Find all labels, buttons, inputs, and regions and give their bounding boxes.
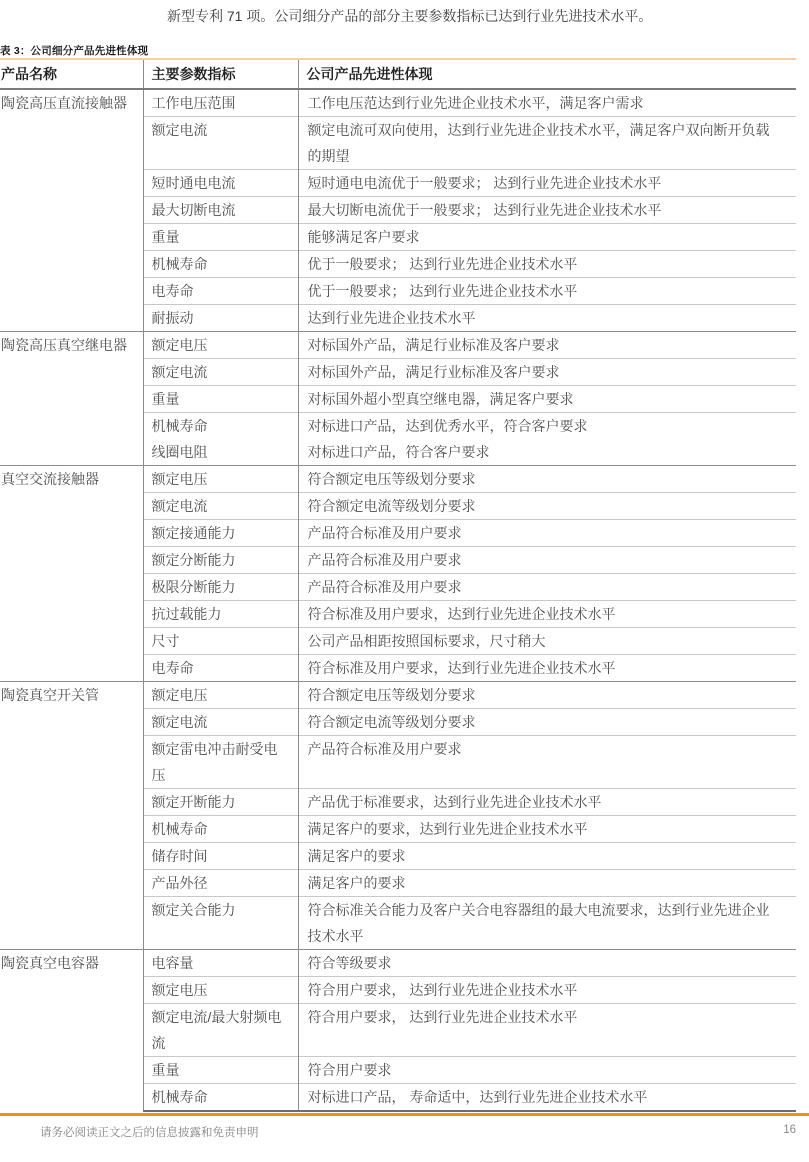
advancement-cell: 满足客户的要求 — [298, 870, 796, 897]
advancement-cell: 能够满足客户要求 — [298, 224, 796, 251]
table-row — [0, 332, 796, 359]
parameter-cell: 线圈电阻 — [143, 439, 298, 466]
table-row — [0, 89, 796, 117]
parameter-cell: 额定分断能力 — [143, 547, 298, 574]
parameter-cell: 电寿命 — [143, 655, 298, 682]
parameter-cell: 额定电压 — [143, 682, 298, 709]
parameter-cell: 机械寿命 — [143, 1084, 298, 1112]
advancement-cell: 符合等级要求 — [298, 950, 796, 977]
product-advancement-table — [0, 58, 796, 1112]
advancement-cell: 产品符合标准及用户要求 — [298, 520, 796, 547]
advancement-cell: 工作电压范达到行业先进企业技术水平，满足客户需求 — [298, 89, 796, 117]
table-row — [0, 466, 796, 493]
parameter-cell: 额定开断能力 — [143, 789, 298, 816]
footer-disclaimer: 请务必阅读正文之后的信息披露和免责申明 — [40, 1127, 259, 1139]
parameter-cell: 额定电流/最大射频电流 — [143, 1004, 298, 1057]
parameter-cell: 额定电流 — [143, 117, 298, 170]
parameter-cell: 机械寿命 — [143, 413, 298, 440]
parameter-cell: 机械寿命 — [143, 251, 298, 278]
advancement-cell: 产品符合标准及用户要求 — [298, 736, 796, 789]
parameter-cell: 重量 — [143, 386, 298, 413]
product-name-cell: 陶瓷真空电容器 — [0, 950, 143, 1112]
parameter-cell: 产品外径 — [143, 870, 298, 897]
parameter-cell: 电容量 — [143, 950, 298, 977]
advancement-cell: 对标国外产品，满足行业标准及客户要求 — [298, 359, 796, 386]
table-header — [0, 59, 796, 89]
advancement-cell: 对标进口产品， 寿命适中，达到行业先进企业技术水平 — [298, 1084, 796, 1112]
parameter-cell: 抗过载能力 — [143, 601, 298, 628]
product-name-cell: 陶瓷高压真空继电器 — [0, 332, 143, 466]
parameter-cell: 短时通电电流 — [143, 170, 298, 197]
parameter-cell: 额定电压 — [143, 332, 298, 359]
advancement-cell: 符合标准及用户要求，达到行业先进企业技术水平 — [298, 655, 796, 682]
parameter-cell: 额定电流 — [143, 359, 298, 386]
parameter-cell: 耐振动 — [143, 305, 298, 332]
column-header-product-name: 产品名称 — [0, 59, 143, 89]
advancement-cell: 达到行业先进企业技术水平 — [298, 305, 796, 332]
advancement-cell: 产品符合标准及用户要求 — [298, 574, 796, 601]
advancement-cell: 满足客户的要求 — [298, 843, 796, 870]
product-name-cell: 真空交流接触器 — [0, 466, 143, 682]
parameter-cell: 额定电压 — [143, 466, 298, 493]
advancement-cell: 对标进口产品，符合客户要求 — [307, 444, 490, 460]
parameter-cell: 额定接通能力 — [143, 520, 298, 547]
advancement-cell: 产品符合标准及用户要求 — [298, 547, 796, 574]
table-body — [0, 89, 796, 1111]
parameter-cell: 重量 — [143, 224, 298, 251]
advancement-cell: 符合额定电流等级划分要求 — [298, 709, 796, 736]
advancement-cell: 符合标准及用户要求，达到行业先进企业技术水平 — [298, 601, 796, 628]
advancement-cell: 额定电流可双向使用，达到行业先进企业技术水平，满足客户双向断开负载的期望 — [298, 117, 796, 170]
product-name-cell: 陶瓷高压直流接触器 — [0, 89, 143, 332]
column-header-advancement: 公司产品先进性体现 — [298, 59, 796, 89]
advancement-cell: 符合用户要求， 达到行业先进企业技术水平 — [298, 1004, 796, 1057]
parameter-cell: 极限分断能力 — [143, 574, 298, 601]
column-header-main-parameter: 主要参数指标 — [143, 59, 298, 89]
advancement-cell: 符合标准关合能力及客户关合电容器组的最大电流要求，达到行业先进企业技术水平 — [298, 897, 796, 950]
parameter-cell: 工作电压范围 — [143, 89, 298, 117]
advancement-cell: 符合额定电压等级划分要求 — [298, 466, 796, 493]
parameter-cell: 重量 — [143, 1057, 298, 1084]
product-name-cell: 陶瓷真空开关管 — [0, 682, 143, 950]
advancement-cell: 符合用户要求， 达到行业先进企业技术水平 — [298, 977, 796, 1004]
parameter-cell: 额定雷电冲击耐受电压 — [143, 736, 298, 789]
advancement-cell: 最大切断电流优于一般要求； 达到行业先进企业技术水平 — [298, 197, 796, 224]
advancement-cell: 公司产品相距按照国标要求，尺寸稍大 — [298, 628, 796, 655]
advancement-cell: 符合额定电流等级划分要求 — [298, 493, 796, 520]
footer-accent-rule — [0, 1113, 809, 1116]
advancement-cell: 对标国外超小型真空继电器，满足客户要求 — [298, 386, 796, 413]
parameter-cell: 额定电压 — [143, 977, 298, 1004]
advancement-cell: 符合用户要求 — [298, 1057, 796, 1084]
advancement-cell: 优于一般要求； 达到行业先进企业技术水平 — [298, 278, 796, 305]
advancement-cell: 产品优于标准要求，达到行业先进企业技术水平 — [298, 789, 796, 816]
advancement-cell: 满足客户的要求，达到行业先进企业技术水平 — [298, 816, 796, 843]
parameter-cell: 额定关合能力 — [143, 897, 298, 950]
parameter-cell: 额定电流 — [143, 709, 298, 736]
parameter-cell: 尺寸 — [143, 628, 298, 655]
advancement-cell: 对标国外产品，满足行业标准及客户要求 — [298, 332, 796, 359]
advancement-cell: 符合额定电压等级划分要求 — [298, 682, 796, 709]
parameter-cell: 电寿命 — [143, 278, 298, 305]
table-row — [0, 950, 796, 977]
table-row — [0, 682, 796, 709]
parameter-cell: 机械寿命 — [143, 816, 298, 843]
advancement-cell: 优于一般要求； 达到行业先进企业技术水平 — [298, 251, 796, 278]
advancement-cell: 对标进口产品，达到优秀水平，符合客户要求 — [298, 413, 796, 440]
footer-page-number: 16 — [783, 1124, 796, 1136]
table-title: 表 3：公司细分产品先进性体现 — [0, 45, 149, 57]
advancement-cell: 短时通电电流优于一般要求； 达到行业先进企业技术水平 — [298, 170, 796, 197]
intro-paragraph: 新型专利 71 项。公司细分产品的部分主要参数指标已达到行业先进技术水平。 — [167, 8, 653, 24]
parameter-cell: 额定电流 — [143, 493, 298, 520]
parameter-cell: 储存时间 — [143, 843, 298, 870]
parameter-cell: 最大切断电流 — [143, 197, 298, 224]
